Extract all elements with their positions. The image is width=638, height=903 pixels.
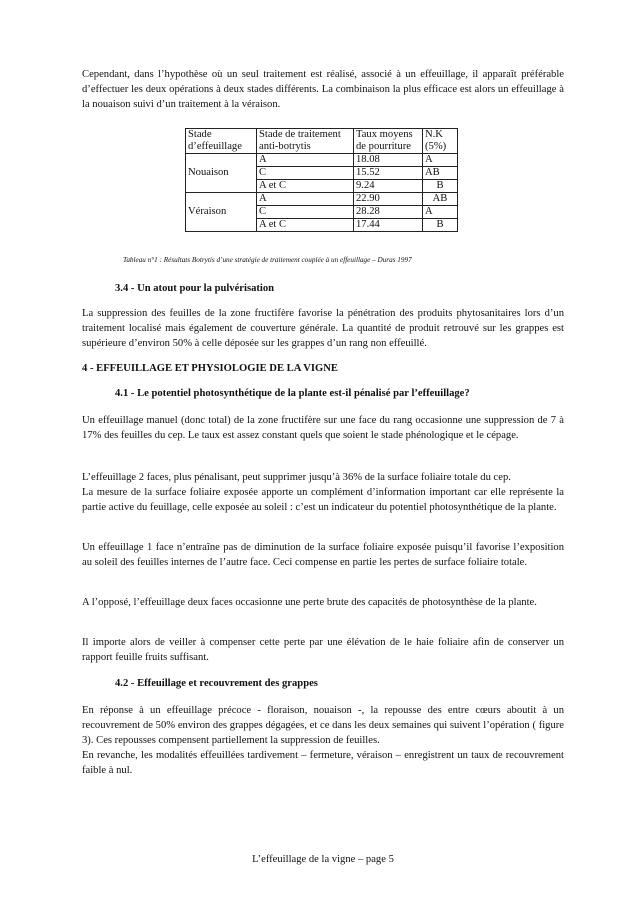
section-4-2-heading: 4.2 - Effeuillage et recouvrement des grappes: [115, 678, 318, 689]
table-row: [186, 154, 458, 167]
header-stade-effeuillage: Stade d’effeuillage: [186, 129, 257, 154]
rate-cell: 15.52: [354, 167, 423, 180]
section-4-heading: 4 - EFFEUILLAGE ET PHYSIOLOGIE DE LA VIGNE: [82, 363, 338, 374]
results-table: [185, 128, 458, 232]
rate-cell: 18.08: [354, 154, 423, 167]
treatment-cell: A: [257, 193, 354, 206]
section-3-4-paragraph: La suppression des feuilles de la zone fructifère favorise la pénétration des produits phytosanitaires lors d’un traitement localisé mais également de couverture générale. La quantité de produit retrouvé sur les grappes est supérieure d’environ 50% à celle déposée sur les grappes d’un rang non effeuillé.: [82, 308, 564, 350]
treatment-cell: A: [257, 154, 354, 167]
nk-cell: A: [423, 206, 458, 219]
header-nk: N.K (5%): [423, 129, 458, 154]
treatment-cell: A et C: [257, 219, 354, 232]
table-header-row: [186, 129, 458, 154]
section-4-1-paragraph-4: A l’opposé, l’effeuillage deux faces occasionne une perte brute des capacités de photosynthèse de la plante.: [82, 597, 537, 608]
section-4-1-heading: 4.1 - Le potentiel photosynthétique de la plante est-il pénalisé par l’effeuillage?: [115, 388, 470, 399]
intro-paragraph: Cependant, dans l’hypothèse où un seul traitement est réalisé, associé à un effeuillage, il apparaît préférable d’effectuer les deux opérations à deux stades différents. La combinaison la plus efficace est alors un effeuillage à la nouaison suivi d’un traitement à la véraison.: [82, 69, 564, 111]
section-4-1-paragraph-3: Un effeuillage 1 face n’entraîne pas de diminution de la surface foliaire exposée puisqu’il favorise l’exposition au soleil des feuilles internes de l’autre face. Ceci compense en partie les pertes de surface foliaire totale.: [82, 542, 564, 569]
section-4-1-paragraph-5: Il importe alors de veiller à compenser cette perte par une élévation de le haie foliaire afin de conserver un rapport feuille fruits suffisant.: [82, 637, 564, 664]
rate-cell: 9.24: [354, 180, 423, 193]
section-4-2-paragraph-2: En revanche, les modalités effeuillées tardivement – fermeture, véraison – enregistrent un taux de recouvrement faible à nul.: [82, 750, 564, 777]
section-4-1-paragraph-2a: L’effeuillage 2 faces, plus pénalisant, peut supprimer jusqu’à 36% de la surface foliaire totale du cep.: [82, 472, 511, 483]
nk-cell: A: [423, 154, 458, 167]
page-footer: L’effeuillage de la vigne – page 5: [252, 854, 394, 865]
treatment-cell: C: [257, 206, 354, 219]
table-caption: Tableau n°1 : Résultats Botrytis d’une stratégie de traitement couplée à un effeuillage – Duras 1997: [123, 256, 412, 264]
table-row: [186, 193, 458, 206]
section-4-1-paragraph-2b: La mesure de la surface foliaire exposée apporte un complément d’information important car elle représente la partie active du feuillage, celle exposée au soleil : c’est un indicateur du potentiel photosynthétique de la plante.: [82, 487, 564, 514]
treatment-cell: C: [257, 167, 354, 180]
section-3-4-heading: 3.4 - Un atout pour la pulvérisation: [115, 283, 275, 294]
treatment-cell: A et C: [257, 180, 354, 193]
rate-cell: 17.44: [354, 219, 423, 232]
stage-cell: Nouaison: [186, 154, 257, 193]
header-taux-moyens: Taux moyens de pourriture: [354, 129, 423, 154]
section-4-2-paragraph-1: En réponse à un effeuillage précoce - floraison, nouaison -, la repousse des entre cœurs aboutit à un recouvrement de 50% environ des grappes dégagées, et ce dans les deux semaines qui suivent l’opération ( figure 3). Ces repousses compensent partiellement la suppression de feuilles.: [82, 705, 564, 747]
rate-cell: 22.90: [354, 193, 423, 206]
nk-cell: AB: [423, 193, 458, 206]
nk-cell: B: [423, 219, 458, 232]
nk-cell: AB: [423, 167, 458, 180]
section-4-1-paragraph-1: Un effeuillage manuel (donc total) de la zone fructifère sur une face du rang occasionne une suppression de 7 à 17% des feuilles du cep. Le taux est assez constant quels que soient le stade phénologique et le cépage.: [82, 415, 564, 442]
rate-cell: 28.28: [354, 206, 423, 219]
stage-cell: Véraison: [186, 193, 257, 232]
nk-cell: B: [423, 180, 458, 193]
header-stade-traitement: Stade de traitement anti-botrytis: [257, 129, 354, 154]
